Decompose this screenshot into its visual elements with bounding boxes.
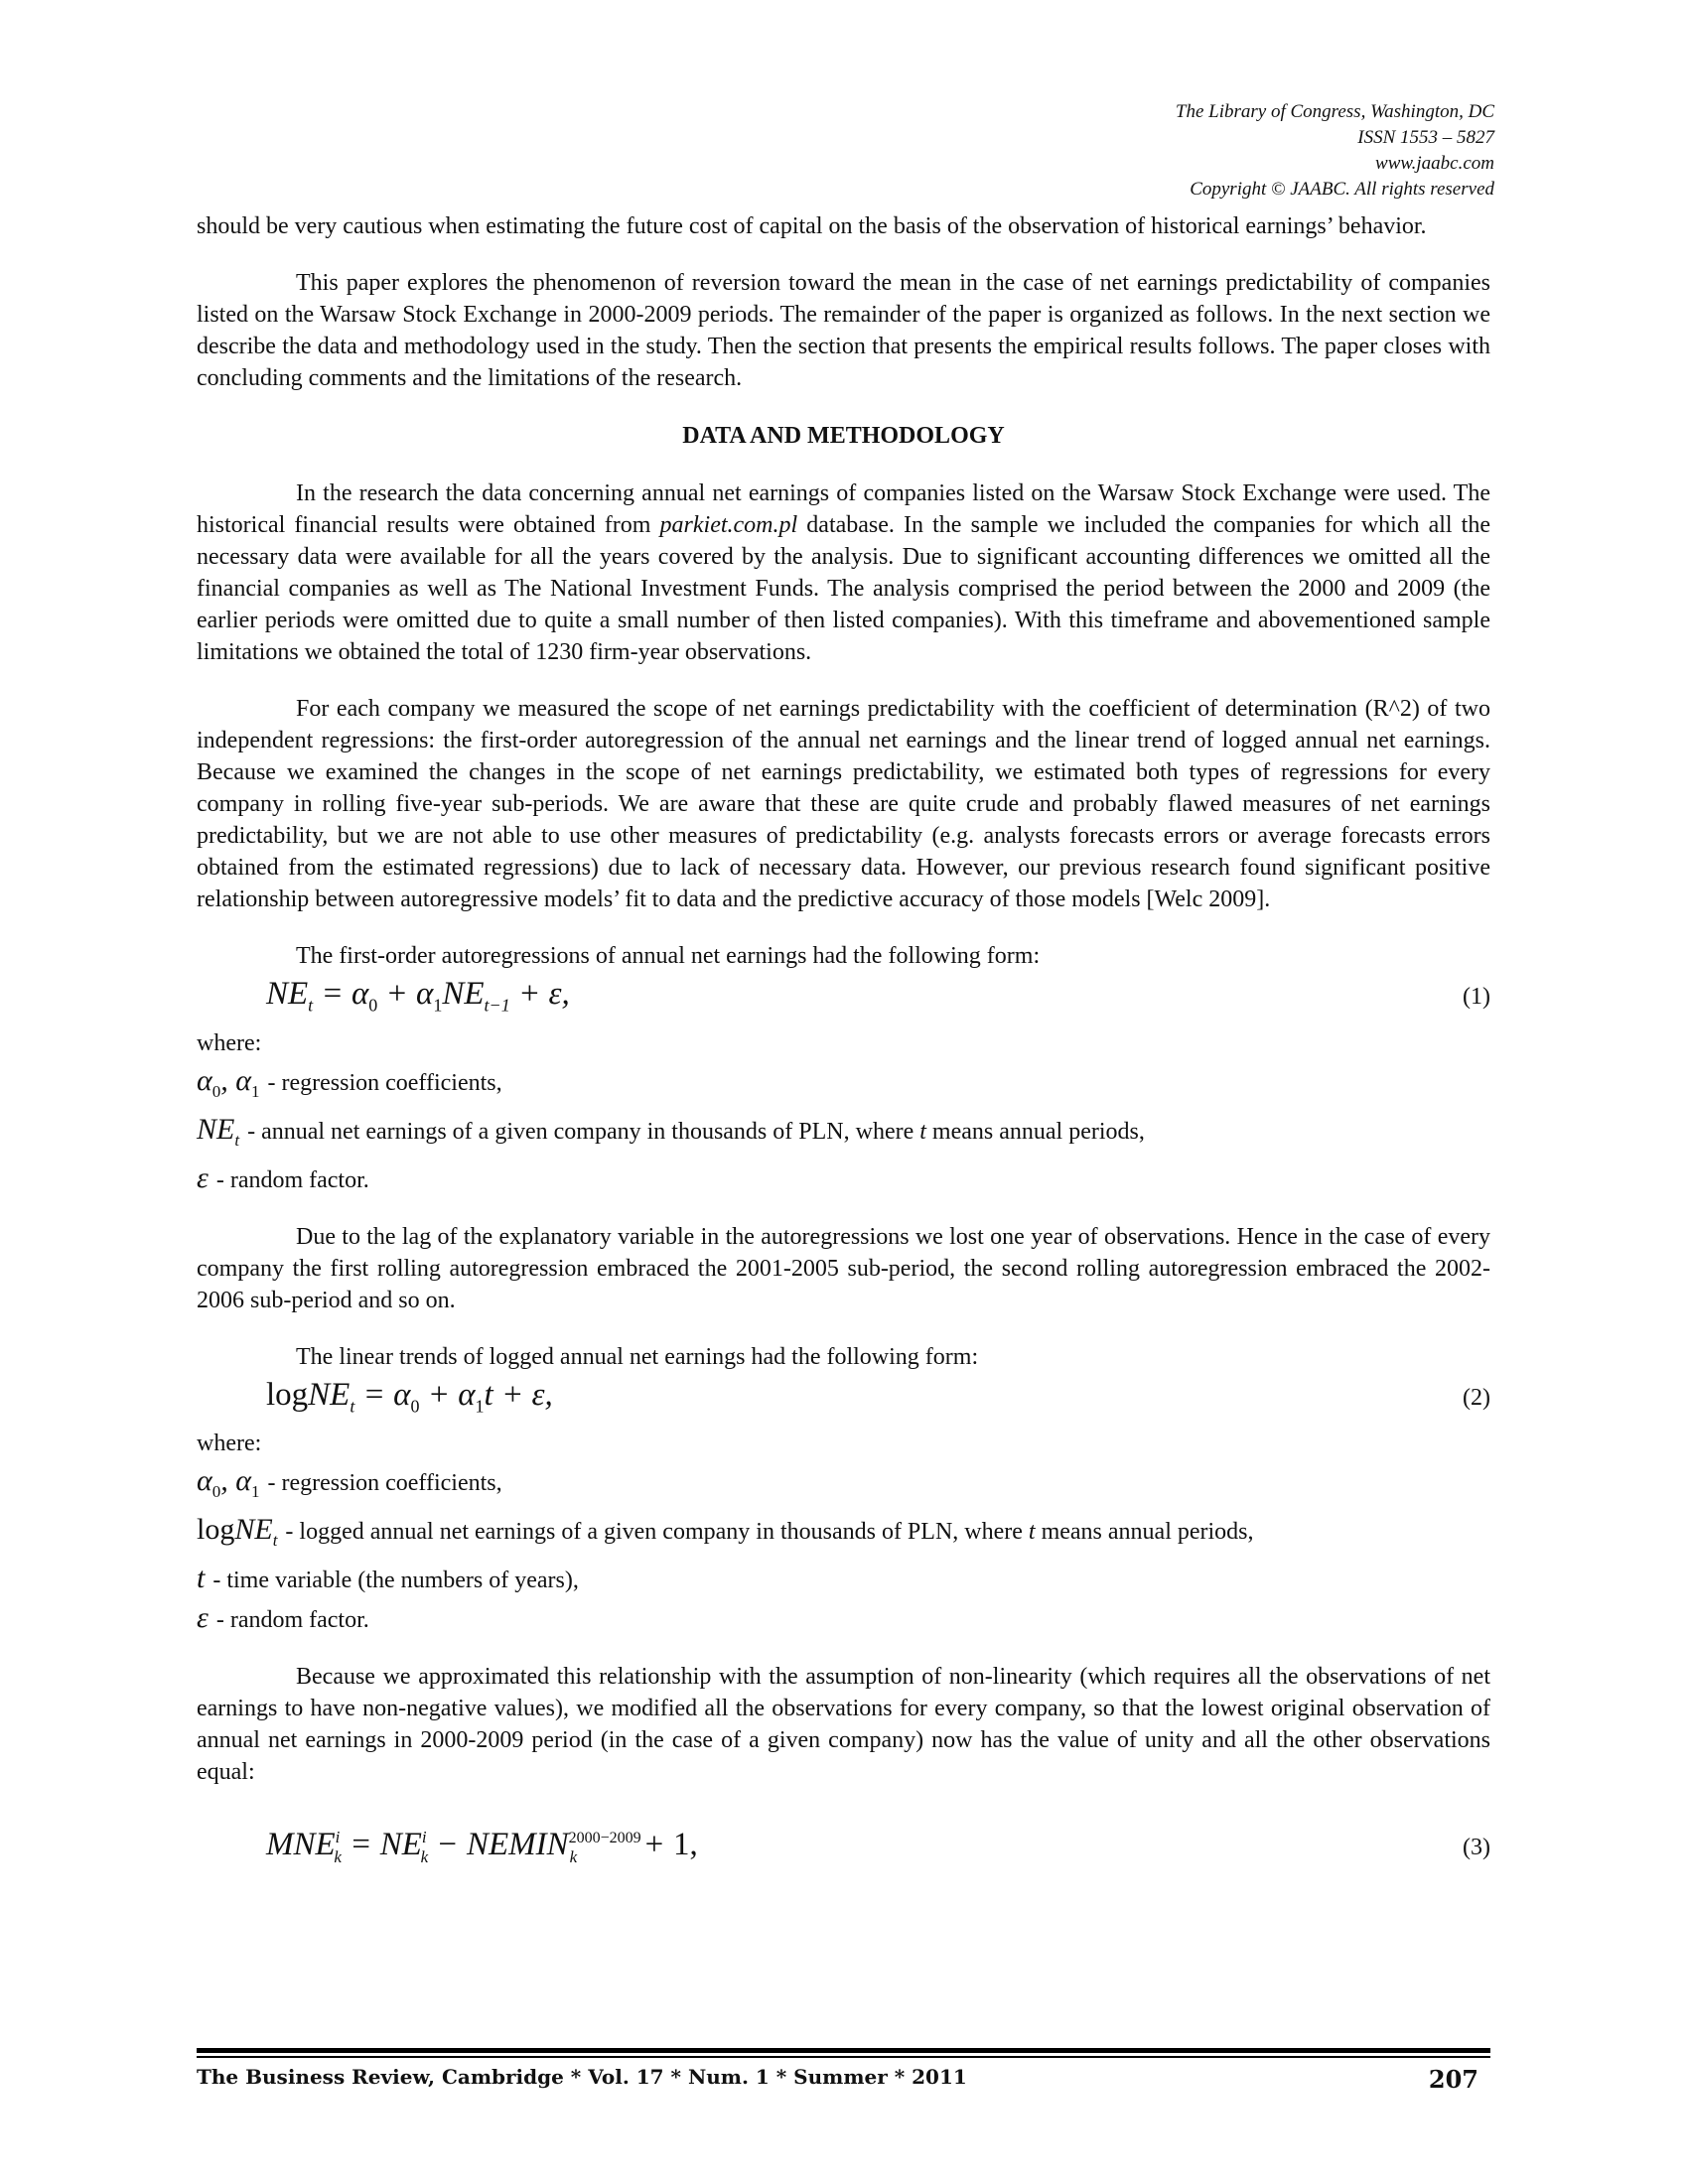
source-name: parkiet.com.pl bbox=[659, 512, 798, 538]
symbol: ε bbox=[197, 1160, 209, 1194]
paragraph-text: In the research the data concerning annual net earnings of companies listed on the Warsaw Stock Exchange were used. The historical financial results were obtained from bbox=[197, 480, 1490, 538]
paragraph: For each company we measured the scope of net earnings predictability with the coefficient of determination (R^2) of two independent regressions: the first-order autoregression of the annual net earnings and the linear trend of logged annual net earnings. Because we examined the changes in the scope of net earnings predictability, we estimated both types of regressions for every company in rolling five-year sub-periods. We are aware that these are quite crude and probably flawed measures of net earnings predictability, but we are not able to use other measures of predictability (e.g. analysts forecasts errors or average forecasts errors obtained from the estimated regressions) due to lack of necessary data. However, our previous research found significant positive relationship between autoregressive models’ fit to data and the predictive accuracy of those models [Welc 2009]. bbox=[197, 696, 1490, 912]
header-line: www.jaabc.com bbox=[1375, 153, 1494, 174]
definition-text: - logged annual net earnings of a given company in thousands of PLN, where bbox=[285, 1519, 1023, 1546]
paragraph bbox=[197, 478, 1490, 668]
paragraph: should be very cautious when estimating the future cost of capital on the basis of the observation of historical earnings’ behavior. bbox=[197, 213, 1427, 239]
footer-rule bbox=[197, 2048, 1490, 2053]
header-line: The Library of Congress, Washington, DC bbox=[1175, 101, 1494, 122]
definition-text: - regression coefficients, bbox=[267, 1470, 502, 1497]
section-heading: DATA AND METHODOLOGY bbox=[682, 423, 1005, 449]
paragraph-text: database. In the sample we included the companies for which all the necessary data were available for all the years covered by the analysis. Due to significant accounting differences we omitted all the financial companies as well as The National Investment Funds. The analysis comprised the period between the 2000 and 2009 (the earlier periods were omitted due to quite a small number of then listed companies). With this timeframe and abovementioned sample limitations we obtained the total of 1230 firm-year observations. bbox=[197, 512, 1491, 665]
definition-text: - annual net earnings of a given company in thousands of PLN, where bbox=[247, 1118, 914, 1145]
equation-number: (1) bbox=[1463, 984, 1490, 1010]
definition-text: - regression coefficients, bbox=[267, 1069, 502, 1096]
equation-2 bbox=[197, 1375, 1490, 1427]
symbol: $NE_t$ bbox=[197, 1112, 240, 1150]
symbol: $\alpha_0$, $\alpha_1$ bbox=[197, 1063, 260, 1101]
equation-formula: $MNE^i_k = NE^i_k$ − $NEMIN^{2000-2009}_k + 1$, bbox=[266, 1827, 698, 1866]
symbol: $\alpha_0$, $\alpha_1$ bbox=[197, 1464, 260, 1502]
where-label: where: bbox=[197, 1029, 262, 1056]
definition-variable: t bbox=[919, 1118, 926, 1145]
definition-text: - random factor. bbox=[215, 1166, 369, 1193]
equation-number: (2) bbox=[1463, 1384, 1490, 1411]
definition-epsilon bbox=[197, 1162, 1490, 1196]
page-body bbox=[197, 210, 1490, 1877]
definition-log-ne bbox=[197, 1514, 1490, 1557]
journal-citation: The Business Review, Cambridge * Vol. 17 * Num. 1 * Summer * 2011 bbox=[197, 2065, 967, 2089]
paragraph: The first-order autoregressions of annual net earnings had the following form: bbox=[296, 943, 1041, 969]
journal-header bbox=[1176, 99, 1494, 203]
definition-ne bbox=[197, 1114, 1490, 1157]
equation-3 bbox=[197, 1818, 1490, 1877]
header-line: ISSN 1553 – 5827 bbox=[1357, 127, 1494, 148]
paragraph: This paper explores the phenomenon of reversion toward the mean in the case of net earnings predictability of companies listed on the Warsaw Stock Exchange in 2000-2009 periods. The remainder of the paper is organized as follows. In the next section we describe the data and methodology used in the study. Then the section that presents the empirical results follows. The paper closes with concluding comments and the limitations of the research. bbox=[197, 270, 1490, 391]
paragraph: The linear trends of logged annual net earnings had the following form: bbox=[296, 1343, 979, 1370]
equation-1 bbox=[197, 974, 1490, 1025]
definition-text: - random factor. bbox=[215, 1607, 369, 1634]
footer-rule bbox=[197, 2056, 1490, 2058]
symbol: t bbox=[197, 1562, 206, 1595]
definition-coefficients bbox=[197, 1065, 1490, 1108]
equation-formula: logNE$_t$ = $\alpha_0 + \alpha_1t + \varepsilon$, bbox=[266, 1376, 553, 1417]
definition-t bbox=[197, 1563, 1490, 1596]
definition-text: means annual periods, bbox=[931, 1118, 1145, 1145]
page-number: 207 bbox=[1428, 2065, 1478, 2094]
header-line: Copyright © JAABC. All rights reserved bbox=[1190, 179, 1494, 200]
definition-coefficients bbox=[197, 1465, 1490, 1508]
equation-number: (3) bbox=[1463, 1835, 1490, 1861]
paragraph: Due to the lag of the explanatory variable in the autoregressions we lost one year of observations. Hence in the case of every company the first rolling autoregression embraced the 2001-2005 sub-period, the second rolling autoregression embraced the 2002-2006 sub-period and so on. bbox=[197, 1223, 1490, 1313]
definition-epsilon bbox=[197, 1602, 1490, 1636]
definition-text: means annual periods, bbox=[1041, 1519, 1254, 1546]
where-label: where: bbox=[197, 1431, 262, 1457]
definition-variable: t bbox=[1028, 1519, 1036, 1546]
paragraph: Because we approximated this relationship with the assumption of non-linearity (which requires all the observations of net earnings to have non-negative values), we modified all the observations for every company, so that the lowest original observation of annual net earnings in 2000-2009 period (in the case of a given company) now has the value of unity and all the other observations equal: bbox=[197, 1664, 1490, 1786]
definition-text: - time variable (the numbers of years), bbox=[212, 1568, 579, 1594]
symbol: ε bbox=[197, 1601, 209, 1635]
page-footer bbox=[197, 2065, 1490, 2094]
symbol: logNE$_t$ bbox=[197, 1513, 278, 1551]
equation-formula: $NE_t = \alpha_0 + \alpha_1NE_{t-1} + \varepsilon$, bbox=[266, 976, 570, 1016]
